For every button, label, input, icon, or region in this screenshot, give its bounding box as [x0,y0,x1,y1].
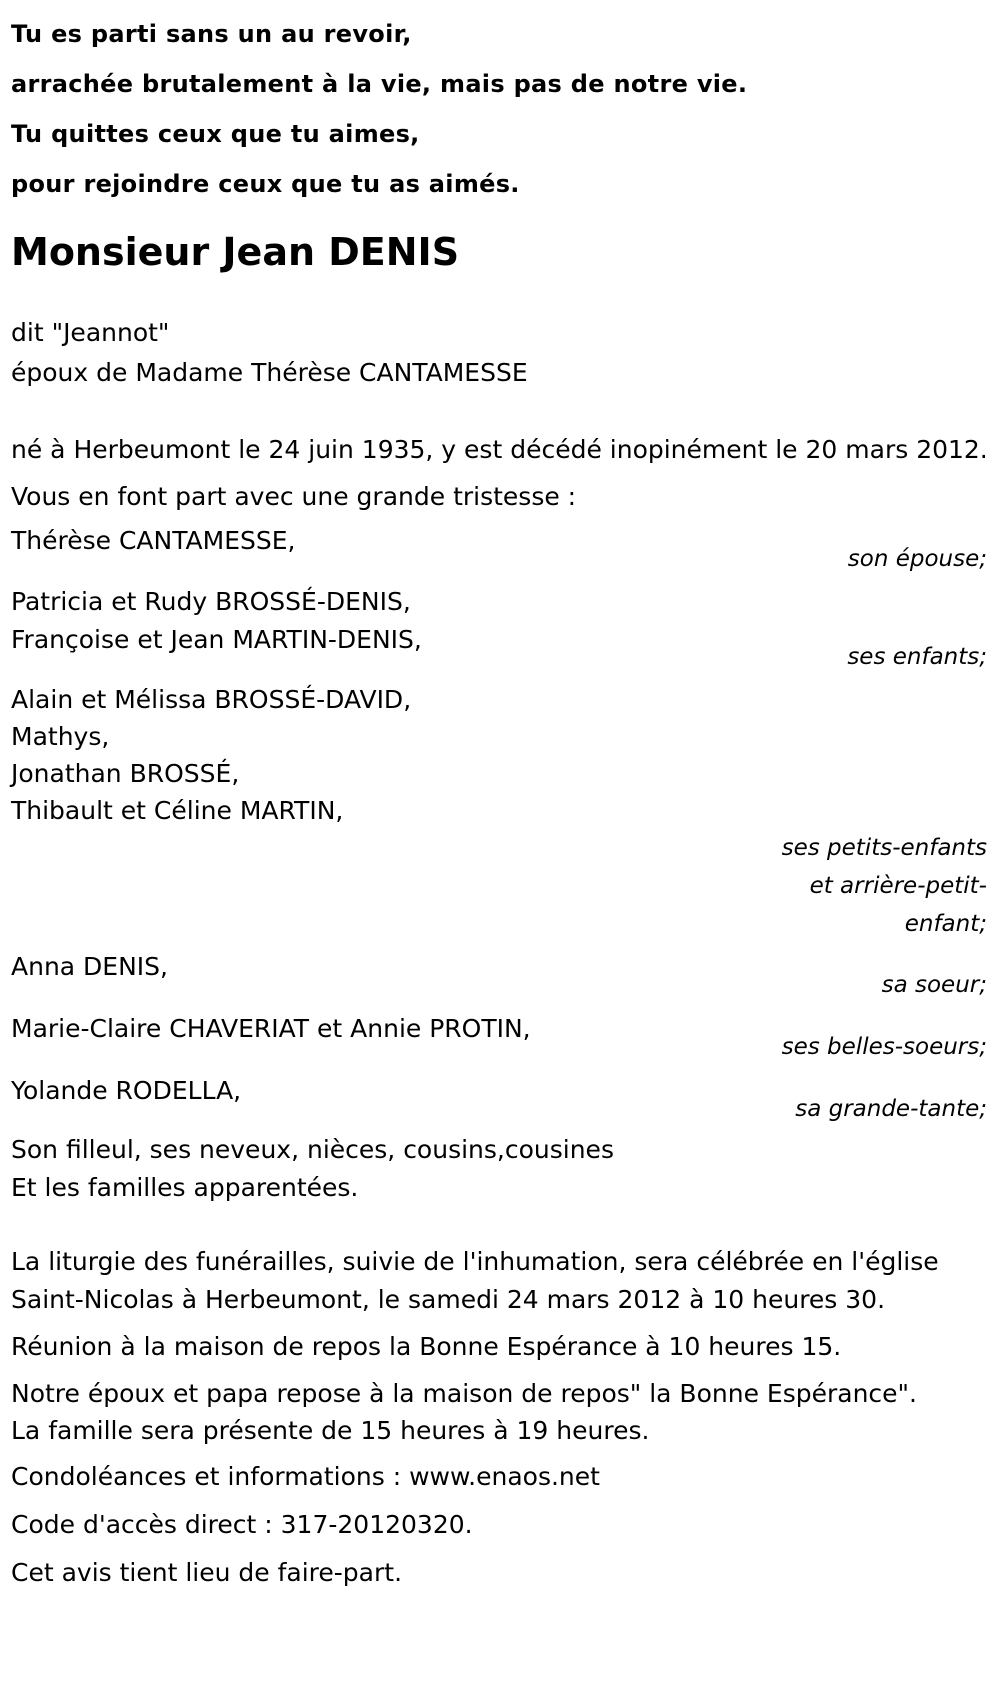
poem-line: pour rejoindre ceux que tu as aimés. [11,170,520,198]
family-role: son épouse; [847,546,987,572]
family-role: sa soeur; [881,972,987,998]
family-group-spouse [11,521,989,579]
family-group-sisters-in-law [11,1009,989,1067]
spouse-line: époux de Madame Thérèse CANTAMESSE [11,358,528,387]
family-group-grandchildren [11,681,989,943]
liturgy-info: La liturgie des funérailles, suivie de l'inhumation, sera célébrée en l'église Saint-Nicolas à Herbeumont, le samedi 24 mars 2012 à 10 heures 30. [11,1247,939,1314]
family-name: Marie-Claire CHAVERIAT et Annie PROTIN, [11,1014,531,1043]
nickname: dit "Jeannot" [11,318,170,347]
family-group-sister [11,947,989,1005]
closing-line: Cet avis tient lieu de faire-part. [11,1558,403,1587]
family-role: et arrière-petit- [809,873,987,899]
access-code: Code d'accès direct : 317-20120320. [11,1510,473,1539]
poem-line: arrachée brutalement à la vie, mais pas de notre vie. [11,70,748,98]
rest-info: Notre époux et papa repose à la maison de repos" la Bonne Espérance". [11,1379,917,1408]
poem [11,0,989,209]
family-role: enfant; [904,911,987,937]
deceased-subtitle [11,313,989,393]
poem-line: Tu quittes ceux que tu aimes, [11,120,420,148]
family-role: ses belles-soeurs; [781,1034,987,1060]
condolences-info: Condoléances et informations : www.enaos.net [11,1462,600,1491]
presence-info: La famille sera présente de 15 heures à 19 heures. [11,1416,650,1445]
family-name: Alain et Mélissa BROSSÉ-DAVID, [11,685,412,714]
family-name: Mathys, [11,722,110,751]
family-name: Thibault et Céline MARTIN, [11,796,344,825]
family-role: ses petits-enfants [781,835,987,861]
birth-death: né à Herbeumont le 24 juin 1935, y est décédé inopinément le 20 mars 2012. [11,435,988,464]
other-relatives [11,1131,989,1207]
intro-line: Vous en font part avec une grande tristesse : [11,482,577,511]
family-group-children [11,583,989,677]
other-line: Et les familles apparentées. [11,1173,359,1202]
family-role: ses enfants; [847,644,987,670]
spacer [11,1207,989,1243]
family-name: Jonathan BROSSÉ, [11,759,240,788]
family-name: Thérèse CANTAMESSE, [11,526,296,555]
other-line: Son filleul, ses neveux, nièces, cousins,cousines [11,1135,614,1164]
family-name: Yolande RODELLA, [11,1076,242,1105]
reunion-info: Réunion à la maison de repos la Bonne Espérance à 10 heures 15. [11,1332,842,1361]
family-group-great-aunt [11,1071,989,1129]
family-name: Françoise et Jean MARTIN-DENIS, [11,625,422,654]
family-role: sa grande-tante; [795,1096,987,1122]
family-name: Anna DENIS, [11,952,168,981]
poem-line: Tu es parti sans un au revoir, [11,20,412,48]
deceased-name: Monsieur Jean DENIS [11,230,460,274]
family-name: Patricia et Rudy BROSSÉ-DENIS, [11,587,411,616]
